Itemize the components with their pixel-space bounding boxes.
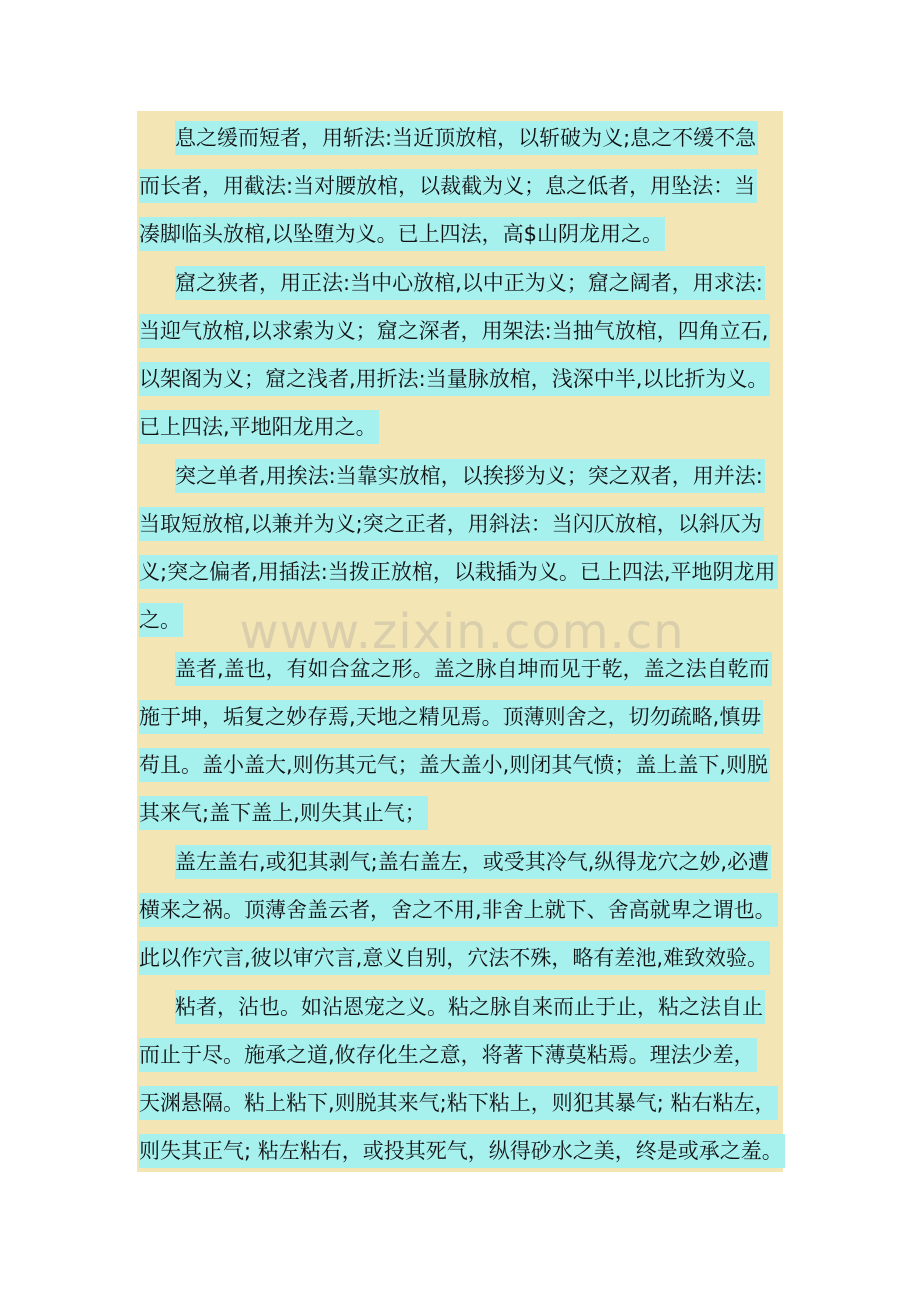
- paragraph-1-line-1: [175, 114, 758, 162]
- paragraph-5-line-1: [175, 838, 771, 886]
- paragraph-2-line-3: [139, 355, 770, 403]
- paragraph-4-line-1: [175, 645, 772, 693]
- paragraph-5-line-3: [139, 934, 770, 982]
- text-line: 此以作穴言,彼以审穴言,意义自别，穴法不殊，略有差池,难致效验。: [139, 941, 770, 975]
- text-line: 突之单者,用挨法:当靠实放棺，以挨拶为义；突之双者，用并法:: [175, 459, 765, 493]
- text-line: 横来之祸。顶薄舍盖云者，舍之不用,非舍上就下、舍高就卑之谓也。: [139, 893, 778, 927]
- text-line: 则失其正气; 粘左粘右，或投其死气，纵得砂水之美，终是或承之羞。: [139, 1134, 785, 1168]
- paragraph-1-line-3: [139, 210, 665, 258]
- text-line: 当取短放棺,以兼并为义;突之正者，用斜法：当闪仄放棺，以斜仄为: [139, 507, 764, 541]
- watermark: www.zixin.com.cn: [239, 604, 685, 660]
- paragraph-2-line-2: [139, 307, 770, 355]
- text-line: 天渊悬隔。粘上粘下,则脱其来气;粘下粘上，则犯其暴气; 粘右粘左，: [139, 1086, 778, 1120]
- text-line: 而长者，用截法:当对腰放棺，以裁截为义；息之低者，用坠法：当: [139, 169, 757, 203]
- text-line: 盖者,盖也，有如合盆之形。盖之脉自坤而见于乾，盖之法自乾而: [175, 652, 772, 686]
- text-line: 窟之狭者，用正法:当中心放棺,以中正为义；窟之阔者，用求法:: [175, 266, 765, 300]
- text-line: 已上四法,平地阳龙用之。: [139, 410, 379, 444]
- paragraph-4-line-3: [139, 741, 770, 789]
- text-line: 息之缓而短者，用斩法:当近顶放棺，以斩破为义;息之不缓不急: [175, 121, 758, 155]
- text-line: 苟且。盖小盖大,则伤其元气；盖大盖小,则闭其气愤；盖上盖下,则脱: [139, 748, 770, 782]
- text-line: 盖左盖右,或犯其剥气;盖右盖左，或受其冷气,纵得龙穴之妙,必遭: [175, 845, 771, 879]
- paragraph-6-line-4: [139, 1127, 785, 1175]
- text-line: 而止于尽。施承之道,攸存化生之意，将著下薄莫粘焉。理法少差，: [139, 1038, 757, 1072]
- text-line: 义;突之偏者,用插法:当拨正放棺，以栽插为义。已上四法,平地阴龙用: [139, 555, 778, 589]
- paragraph-3-line-3: [139, 548, 778, 596]
- paragraph-3-line-2: [139, 500, 764, 548]
- text-line: 以架阁为义；窟之浅者,用折法:当量脉放棺，浅深中半,以比折为义。: [139, 362, 770, 396]
- paragraph-6-line-3: [139, 1079, 778, 1127]
- paragraph-3-line-1: [175, 452, 765, 500]
- text-line: 施于坤，垢复之妙存焉,天地之精见焉。顶薄则舍之，切勿疏略,慎毋: [139, 700, 763, 734]
- paragraph-4-line-2: [139, 693, 763, 741]
- paragraph-6-line-2: [139, 1031, 757, 1079]
- paragraph-4-line-4: [139, 789, 428, 837]
- paragraph-5-line-2: [139, 886, 778, 934]
- paragraph-1-line-2: [139, 162, 757, 210]
- paragraph-6-line-1: [175, 983, 765, 1031]
- paragraph-3-line-4: [139, 596, 183, 644]
- text-line: 凑脚临头放棺,以坠堕为义。已上四法，高$山阴龙用之。: [139, 217, 665, 251]
- paragraph-2-line-1: [175, 259, 765, 307]
- paragraph-2-line-4: [139, 403, 379, 451]
- text-line: 当迎气放棺,以求索为义；窟之深者，用架法:当抽气放棺，四角立石,: [139, 314, 770, 348]
- text-line: 之。: [139, 603, 183, 637]
- text-line: 粘者，沾也。如沾恩宠之义。粘之脉自来而止于止，粘之法自止: [175, 990, 765, 1024]
- text-line: 其来气;盖下盖上,则失其止气；: [139, 796, 428, 830]
